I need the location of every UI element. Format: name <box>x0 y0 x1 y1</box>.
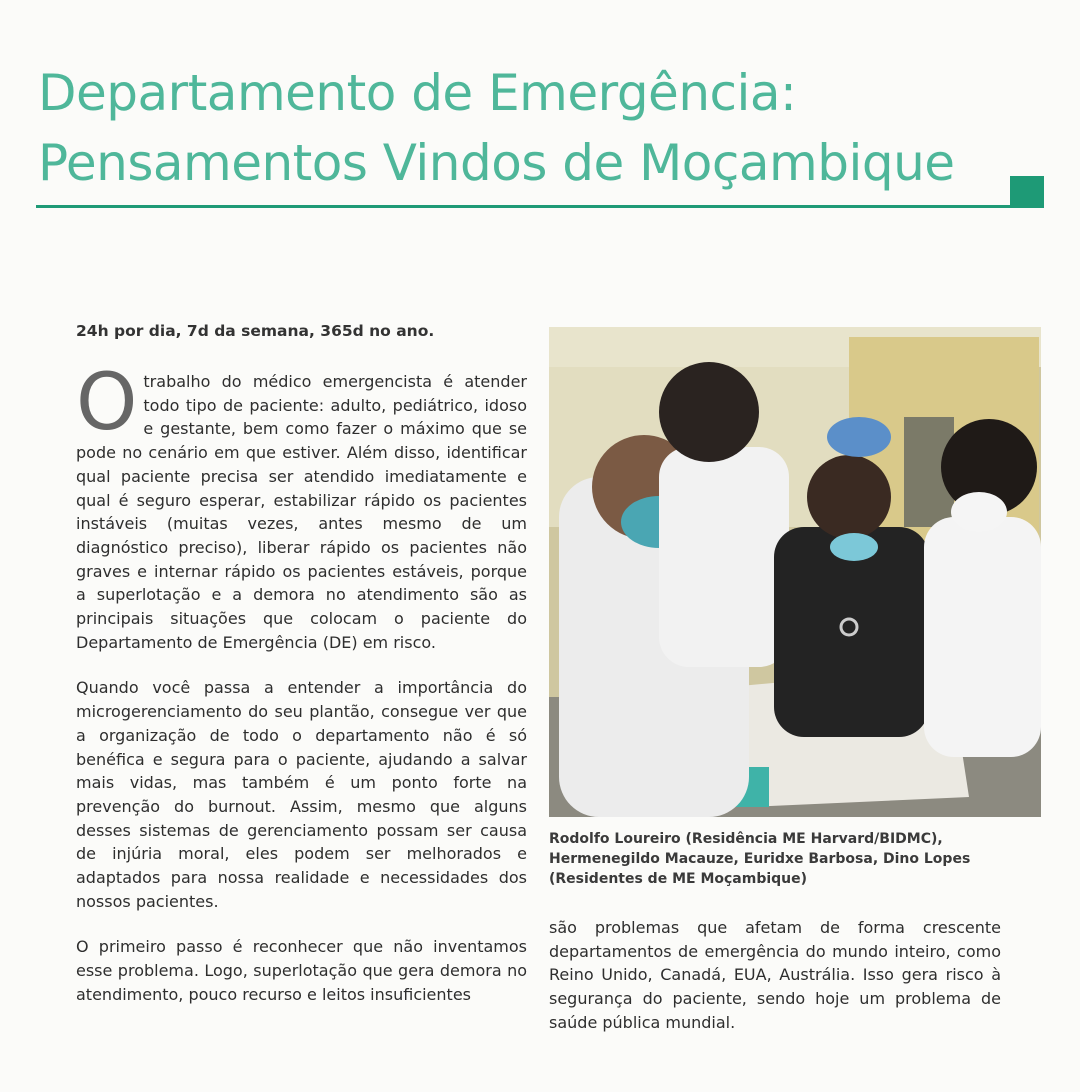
caption-line-2: Hermenegildo Macauze, Euridxe Barbosa, Dino Lopes <box>549 851 971 867</box>
person-3-head <box>807 455 891 539</box>
title-line-2: Pensamentos Vindos de Moçambique <box>38 134 955 192</box>
person-3-headscarf <box>827 417 891 457</box>
caption-line-1: Rodolfo Loureiro (Residência ME Harvard/BIDMC), <box>549 831 943 847</box>
article-subheading: 24h por dia, 7d da semana, 365d no ano. <box>76 322 435 340</box>
person-4-coat <box>924 517 1041 757</box>
paragraph-3: O primeiro passo é reconhecer que não inventamos esse problema. Logo, superlotação que gera demora no atendimento, pouco recurso e leitos insuficientes <box>76 937 527 1004</box>
drop-cap: O <box>76 358 138 448</box>
photo-illustration <box>549 327 1041 817</box>
article-title <box>38 58 1018 198</box>
article-photo <box>549 327 1041 817</box>
title-underline <box>36 205 1014 208</box>
right-column <box>549 916 1001 1057</box>
paragraph-4: são problemas que afetam de forma crescente departamentos de emergência do mundo inteiro, como Reino Unido, Canadá, EUA, Austrália. Isso gera risco à segurança do paciente, sendo hoje um problema de saúde pública mundial. <box>549 918 1001 1032</box>
photo-caption <box>549 829 1019 889</box>
person-4-mask <box>951 492 1007 532</box>
person-2-head <box>659 362 759 462</box>
person-2-coat <box>659 447 789 667</box>
caption-line-3: (Residentes de ME Moçambique) <box>549 871 808 887</box>
accent-square <box>1010 176 1044 208</box>
paragraph-1 <box>76 358 527 654</box>
person-3-mask <box>830 533 878 561</box>
title-line-1: Departamento de Emergência: <box>38 64 797 122</box>
paragraph-2: Quando você passa a entender a importância do microgerenciamento do seu plantão, consegue ver que a organização de todo o departamento não é só benéfica e segura para o paciente, ajudando a salvar mais vidas, mas também é um ponto forte na prevenção do burnout. Assim, mesmo que alguns desses sistemas de gerenciamento possam ser causa de injúria moral, eles podem ser melhorados e adaptados para nossa realidade e necessidades dos nossos pacientes. <box>76 678 527 911</box>
paragraph-1-text: trabalho do médico emergencista é atender todo tipo de paciente: adulto, pediátrico, idoso e gestante, bem como fazer o máximo que se pode no cenário em que estiver. Além disso, identificar qual paciente precisa ser atendido imediatamente e qual é seguro esperar, estabilizar rápido os pacientes instáveis (muitas vezes, antes mesmo de um diagnóstico preciso), liberar rápido os pacientes não graves e internar rápido os pacientes estáveis, porque a superlotação e a demora no atendimento são as principais situações que colocam o paciente do Departamento de Emergência (DE) em risco. <box>76 372 527 652</box>
left-column <box>76 358 527 1029</box>
